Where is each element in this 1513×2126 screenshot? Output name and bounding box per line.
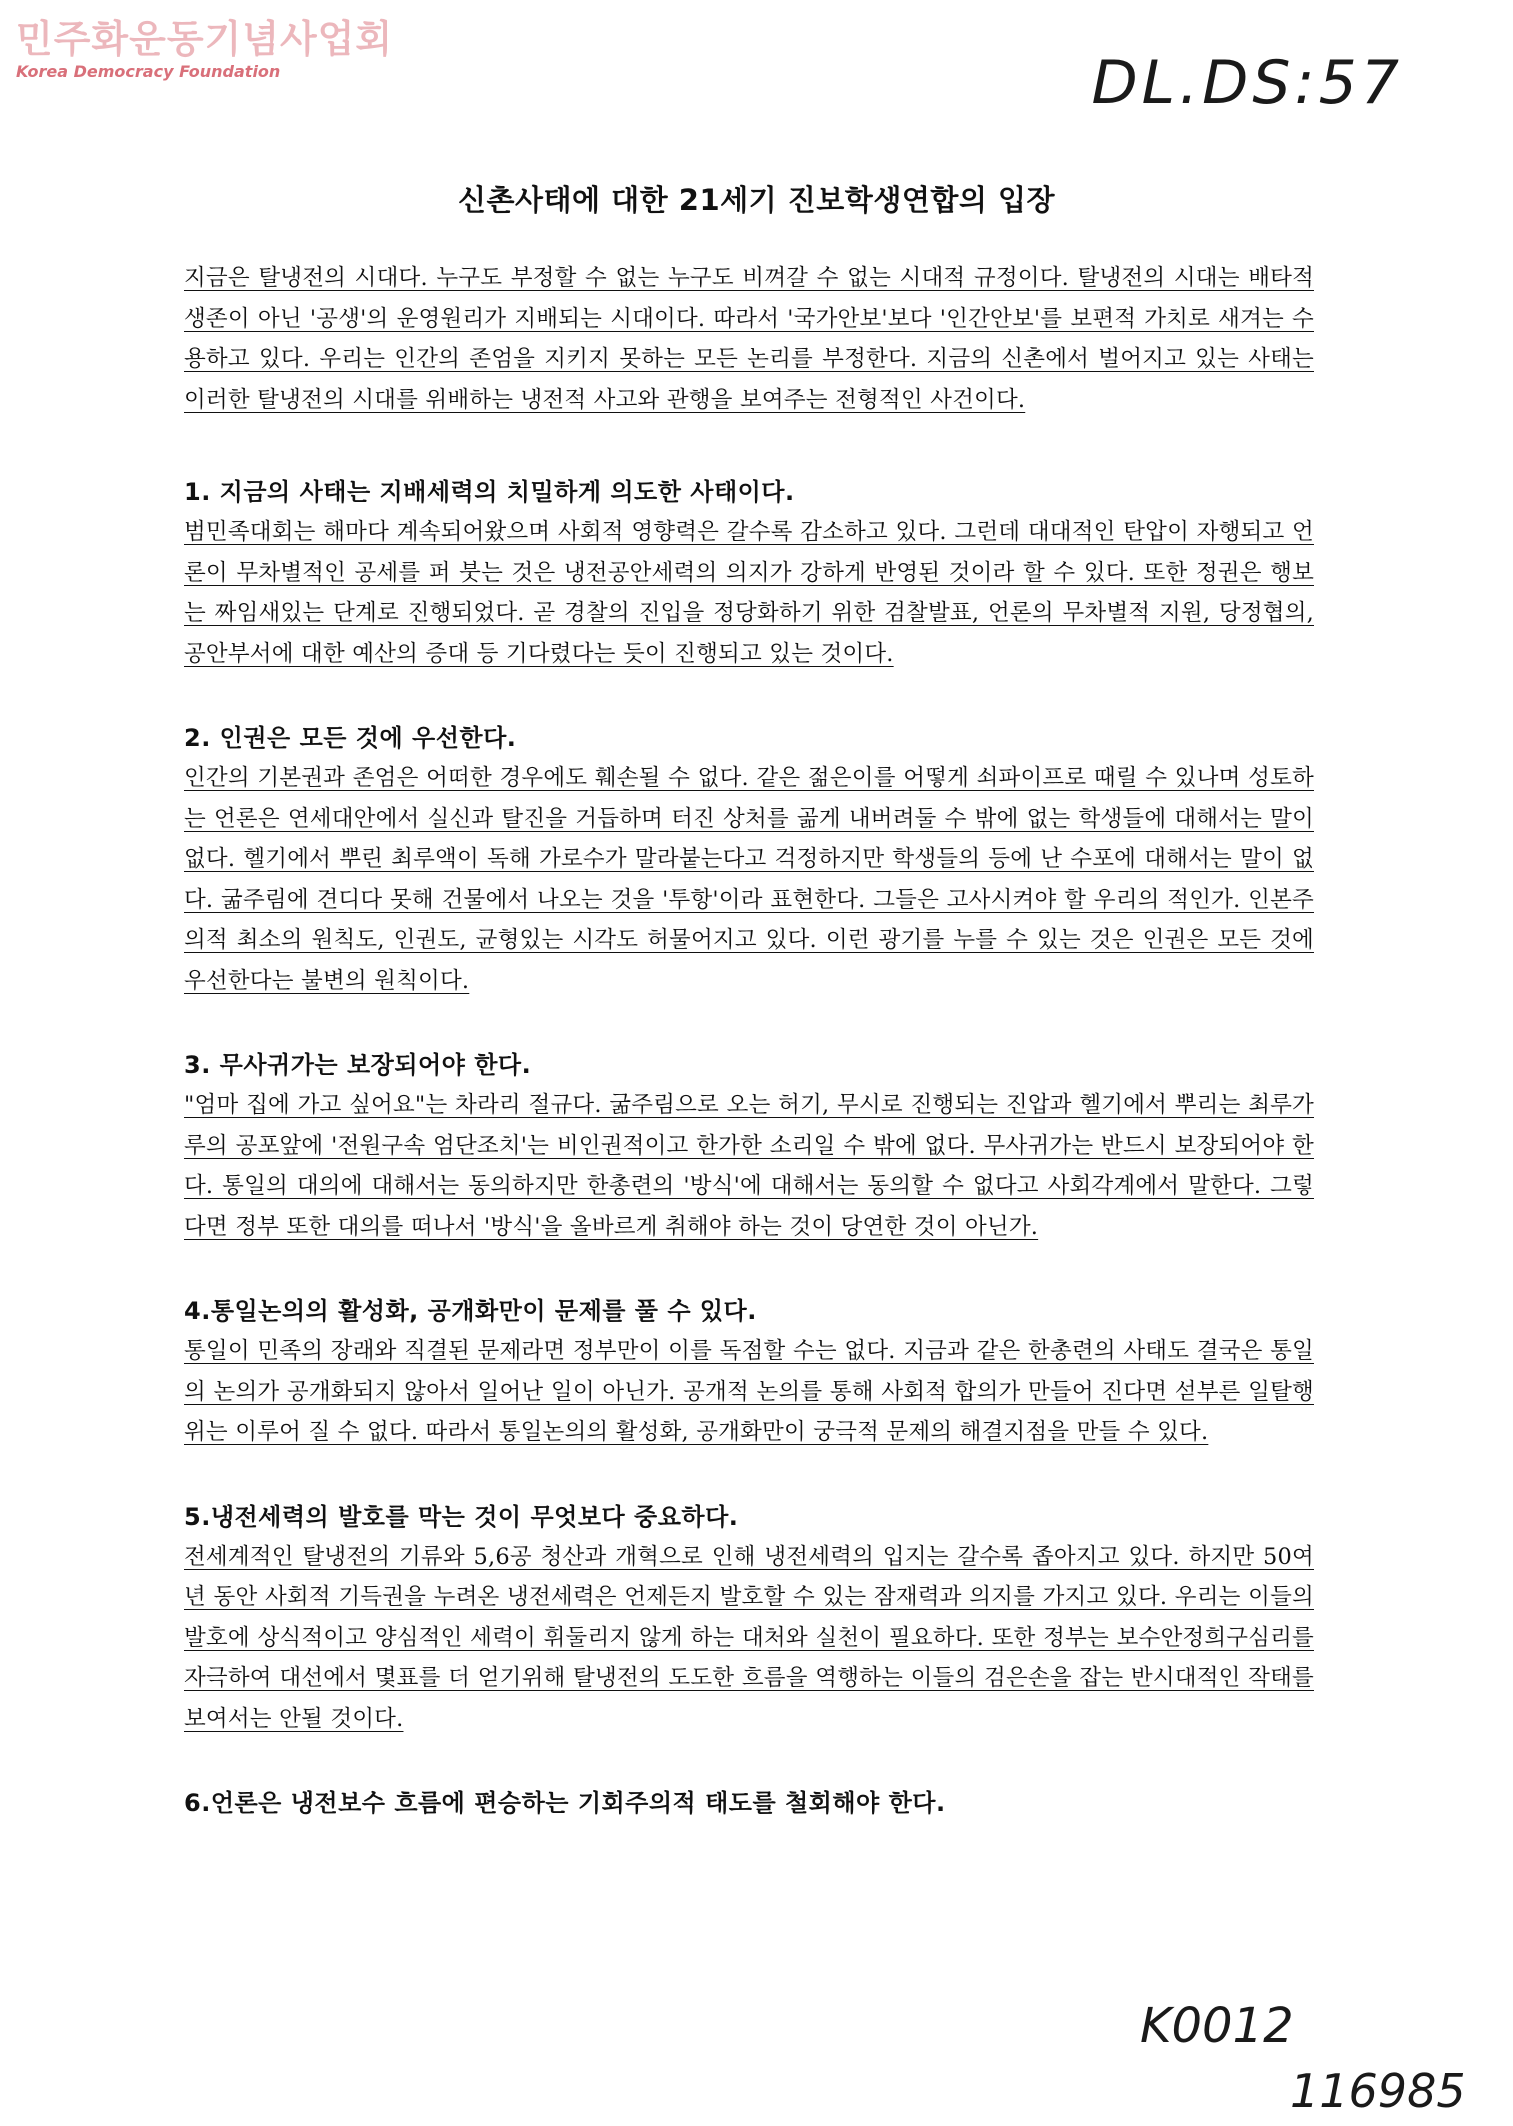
section-body: 전세계적인 탈냉전의 기류와 5,6공 청산과 개혁으로 인해 냉전세력의 입지는 갈수록 좁아지고 있다. 하지만 50여년 동안 사회적 기득권을 누려온 냉전세력은 언제든지 발호할 수 있는 잠재력과 의지를 가지고 있다. 우리는 이들의 발호에 상식적이고 양심적인 세력이 휘둘리지 않게 하는 대처와 실천이 필요하다. 또한 정부는 보수안정희구심리를 자극하여 대선에서 몇표를 더 얻기위해 탈냉전의 도도한 흐름을 역행하는 이들의 검은손을 잡는 반시대적인 작태를 보여서는 안될 것이다. [184, 1543, 1314, 1732]
handwritten-document-number: 116985 [1290, 2064, 1466, 2118]
section-heading: 6.언론은 냉전보수 흐름에 편승하는 기회주의적 태도를 철회해야 한다. [184, 1789, 946, 1817]
section-heading: 1. 지금의 사태는 지배세력의 치밀하게 의도한 사태이다. [184, 478, 795, 506]
section-3 [184, 1045, 1314, 1247]
document-title: 신촌사태에 대한 21세기 진보학생연합의 입장 [458, 183, 1055, 217]
foundation-watermark [16, 18, 393, 81]
document-body [184, 258, 1314, 1867]
section-1 [184, 472, 1314, 674]
handwritten-archive-code: DL.DS:57 [1091, 48, 1403, 118]
section-heading: 5.냉전세력의 발호를 막는 것이 무엇보다 중요하다. [184, 1502, 739, 1531]
section-5 [184, 1497, 1314, 1740]
intro-paragraph: 지금은 탈냉전의 시대다. 누구도 부정할 수 없는 누구도 비껴갈 수 없는 시대적 규정이다. 탈냉전의 시대는 배타적 생존이 아닌 '공생'의 운영원리가 지배되는 시대이다. 따라서 '국가안보'보다 '인간안보'를 보편적 가치로 새겨는 수용하고 있다. 우리는 인간의 존엄을 지키지 못하는 모든 논리를 부정한다. 지금의 신촌에서 벌어지고 있는 사태는 이러한 탈냉전의 시대를 위배하는 냉전적 사고와 관행을 보여주는 전형적인 사건이다. [184, 265, 1314, 413]
section-body: "엄마 집에 가고 싶어요"는 차라리 절규다. 굶주림으로 오는 허기, 무시로 진행되는 진압과 헬기에서 뿌리는 최루가루의 공포앞에 '전원구속 엄단조치'는 비인권적이고 한가한 소리일 수 밖에 없다. 무사귀가는 반드시 보장되어야 한다. 통일의 대의에 대해서는 동의하지만 한총련의 '방식'에 대해서는 동의할 수 없다고 사회각계에서 말한다. 그렇다면 정부 또한 대의를 떠나서 '방식'을 올바르게 취해야 하는 것이 당연한 것이 아닌가. [184, 1092, 1314, 1240]
section-body: 인간의 기본권과 존엄은 어떠한 경우에도 훼손될 수 없다. 같은 젊은이를 어떻게 쇠파이프로 때릴 수 있나며 성토하는 언론은 연세대안에서 실신과 탈진을 거듭하며 터진 상처를 곪게 내버려둘 수 밖에 없는 학생들에 대해서는 말이 없다. 헬기에서 뿌린 최루액이 독해 가로수가 말라붙는다고 걱정하지만 학생들의 등에 난 수포에 대해서는 말이 없다. 굶주림에 견디다 못해 건물에서 나오는 것을 '투항'이라 표현한다. 그들은 고사시켜야 할 우리의 적인가. 인본주의적 최소의 원칙도, 인권도, 균형있는 시각도 허물어지고 있다. 이런 광기를 누를 수 있는 것은 인권은 모든 것에 우선한다는 불변의 원칙이다. [184, 765, 1314, 994]
section-4 [184, 1291, 1314, 1453]
section-body: 범민족대회는 해마다 계속되어왔으며 사회적 영향력은 갈수록 감소하고 있다. 그런데 대대적인 탄압이 자행되고 언론이 무차별적인 공세를 퍼 붓는 것은 냉전공안세력의 의지가 강하게 반영된 것이라 할 수 있다. 또한 정권은 행보는 짜임새있는 단계로 진행되었다. 곧 경찰의 진입을 정당화하기 위한 검찰발표, 언론의 무차별적 지원, 당정협의, 공안부서에 대한 예산의 증대 등 기다렸다는 듯이 진행되고 있는 것이다. [184, 519, 1314, 667]
section-heading: 4.통일논의의 활성화, 공개화만이 문제를 풀 수 있다. [184, 1297, 757, 1325]
section-body: 통일이 민족의 장래와 직결된 문제라면 정부만이 이를 독점할 수는 없다. 지금과 같은 한총련의 사태도 결국은 통일의 논의가 공개화되지 않아서 일어난 일이 아닌가. 공개적 논의를 통해 사회적 합의가 만들어 진다면 섣부른 일탈행위는 이루어 질 수 없다. 따라서 통일논의의 활성화, 공개화만이 궁극적 문제의 해결지점을 만들 수 있다. [184, 1338, 1314, 1445]
watermark-english: Korea Democracy Foundation [16, 62, 281, 81]
section-2 [184, 718, 1314, 1001]
watermark-korean: 민주화운동기념사업회 [16, 17, 394, 61]
section-6 [184, 1783, 1314, 1823]
section-heading: 2. 인권은 모든 것에 우선한다. [184, 724, 517, 752]
section-heading: 3. 무사귀가는 보장되어야 한다. [184, 1051, 532, 1079]
handwritten-k-code: K0012 [1140, 1998, 1294, 2054]
